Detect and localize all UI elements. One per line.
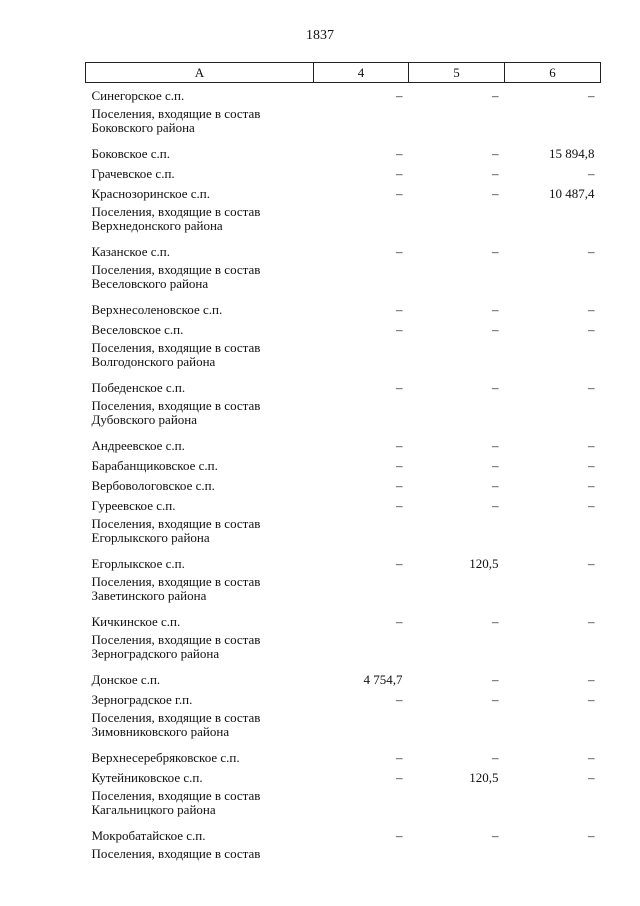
value-c6: 10 487,4 — [549, 186, 595, 201]
value-c5: – — [492, 146, 499, 161]
value-c5: – — [492, 750, 499, 765]
value-c5: – — [492, 244, 499, 259]
table-row — [86, 687, 601, 707]
table-header — [86, 63, 601, 83]
value-c5: 120,5 — [469, 556, 499, 571]
value-c4: – — [396, 692, 403, 707]
value-c6: – — [588, 166, 595, 181]
value-c6: – — [588, 244, 595, 259]
empty-cell — [409, 707, 505, 745]
district-group-label: Поселения, входящие в состав Зерноградского района — [91, 632, 261, 661]
value-c4: – — [396, 478, 403, 493]
value-c4: – — [396, 322, 403, 337]
table-row — [86, 609, 601, 629]
empty-cell — [505, 785, 601, 823]
district-group-row — [86, 571, 601, 609]
settlement-name: Гуреевское с.п. — [91, 498, 176, 513]
value-c4: – — [396, 458, 403, 473]
value-c5: – — [492, 166, 499, 181]
settlement-name: Казанское с.п. — [91, 244, 170, 259]
table-row — [86, 141, 601, 161]
district-group-label: Поселения, входящие в состав Волгодонского района — [91, 340, 261, 369]
empty-cell — [314, 513, 409, 551]
table-row — [86, 375, 601, 395]
budget-table — [85, 62, 601, 881]
value-c6: – — [588, 88, 595, 103]
value-c5: 120,5 — [469, 770, 499, 785]
value-c6: – — [588, 458, 595, 473]
value-c6: – — [588, 478, 595, 493]
value-c5: – — [492, 380, 499, 395]
value-c5: – — [492, 438, 499, 453]
empty-cell — [314, 103, 409, 141]
value-c6: – — [588, 770, 595, 785]
value-c6: – — [588, 302, 595, 317]
column-header-6: 6 — [505, 63, 601, 83]
value-c4: 4 754,7 — [363, 672, 403, 687]
empty-cell — [505, 259, 601, 297]
value-c4: – — [396, 556, 403, 571]
empty-cell — [409, 395, 505, 433]
table-row — [86, 823, 601, 843]
empty-cell — [314, 201, 409, 239]
settlement-name: Грачевское с.п. — [91, 166, 175, 181]
district-group-label: Поселения, входящие в состав Кагальницкого района — [91, 788, 261, 817]
value-c6: – — [588, 750, 595, 765]
empty-cell — [409, 259, 505, 297]
settlement-name: Синегорское с.п. — [91, 88, 185, 103]
table-row — [86, 317, 601, 337]
table-row — [86, 667, 601, 687]
district-group-label: Поселения, входящие в состав Зимовниковского района — [91, 710, 261, 739]
value-c6: – — [588, 322, 595, 337]
district-group-row — [86, 103, 601, 141]
table-row — [86, 433, 601, 453]
district-group-row — [86, 337, 601, 375]
settlement-name: Кичкинское с.п. — [91, 614, 181, 629]
table-row — [86, 83, 601, 104]
table-row — [86, 453, 601, 473]
table-row — [86, 181, 601, 201]
value-c4: – — [396, 166, 403, 181]
value-c4: – — [396, 828, 403, 843]
value-c4: – — [396, 244, 403, 259]
value-c5: – — [492, 672, 499, 687]
settlement-name: Вербовологовское с.п. — [91, 478, 215, 493]
value-c5: – — [492, 498, 499, 513]
value-c4: – — [396, 88, 403, 103]
empty-cell — [314, 843, 409, 881]
empty-cell — [314, 571, 409, 609]
value-c6: – — [588, 380, 595, 395]
value-c5: – — [492, 692, 499, 707]
value-c5: – — [492, 88, 499, 103]
empty-cell — [505, 395, 601, 433]
column-header-a: А — [86, 63, 314, 83]
value-c4: – — [396, 146, 403, 161]
district-group-row — [86, 707, 601, 745]
district-group-label: Поселения, входящие в состав Заветинского района — [91, 574, 261, 603]
value-c6: 15 894,8 — [549, 146, 595, 161]
empty-cell — [409, 201, 505, 239]
value-c4: – — [396, 438, 403, 453]
empty-cell — [505, 629, 601, 667]
empty-cell — [314, 337, 409, 375]
district-group-row — [86, 395, 601, 433]
settlement-name: Победенское с.п. — [91, 380, 186, 395]
empty-cell — [505, 103, 601, 141]
district-group-row — [86, 843, 601, 881]
district-group-label: Поселения, входящие в состав — [91, 846, 261, 861]
empty-cell — [409, 513, 505, 551]
settlement-name: Верхнесеребряковское с.п. — [91, 750, 240, 765]
district-group-row — [86, 513, 601, 551]
settlement-name: Зерноградское г.п. — [91, 692, 193, 707]
page-number: 1837 — [306, 28, 334, 43]
district-group-label: Поселения, входящие в состав Дубовского района — [91, 398, 261, 427]
value-c4: – — [396, 614, 403, 629]
table-row — [86, 161, 601, 181]
district-group-row — [86, 785, 601, 823]
empty-cell — [314, 629, 409, 667]
empty-cell — [505, 513, 601, 551]
empty-cell — [409, 785, 505, 823]
settlement-name: Андреевское с.п. — [91, 438, 185, 453]
district-group-row — [86, 201, 601, 239]
empty-cell — [505, 201, 601, 239]
empty-cell — [409, 103, 505, 141]
settlement-name: Верхнесоленовское с.п. — [91, 302, 223, 317]
settlement-name: Веселовское с.п. — [91, 322, 184, 337]
table-row — [86, 297, 601, 317]
value-c5: – — [492, 458, 499, 473]
column-header-5: 5 — [409, 63, 505, 83]
empty-cell — [314, 395, 409, 433]
value-c5: – — [492, 186, 499, 201]
value-c4: – — [396, 750, 403, 765]
value-c6: – — [588, 692, 595, 707]
empty-cell — [314, 707, 409, 745]
empty-cell — [409, 571, 505, 609]
district-group-label: Поселения, входящие в состав Егорлыкского района — [91, 516, 261, 545]
value-c6: – — [588, 498, 595, 513]
district-group-row — [86, 629, 601, 667]
value-c4: – — [396, 770, 403, 785]
empty-cell — [409, 629, 505, 667]
settlement-name: Мокробатайское с.п. — [91, 828, 206, 843]
empty-cell — [314, 259, 409, 297]
table-row — [86, 765, 601, 785]
value-c5: – — [492, 478, 499, 493]
table-body — [86, 83, 601, 882]
value-c4: – — [396, 380, 403, 395]
value-c5: – — [492, 614, 499, 629]
district-group-row — [86, 259, 601, 297]
table-row — [86, 473, 601, 493]
empty-cell — [505, 707, 601, 745]
value-c4: – — [396, 498, 403, 513]
settlement-name: Кутейниковское с.п. — [91, 770, 203, 785]
value-c5: – — [492, 322, 499, 337]
settlement-name: Краснозоринское с.п. — [91, 186, 210, 201]
value-c5: – — [492, 828, 499, 843]
value-c5: – — [492, 302, 499, 317]
table-row — [86, 551, 601, 571]
empty-cell — [409, 337, 505, 375]
value-c6: – — [588, 828, 595, 843]
settlement-name: Донское с.п. — [91, 672, 161, 687]
district-group-label: Поселения, входящие в состав Боковского района — [91, 106, 261, 135]
empty-cell — [505, 337, 601, 375]
value-c6: – — [588, 556, 595, 571]
value-c6: – — [588, 614, 595, 629]
table-row — [86, 239, 601, 259]
empty-cell — [314, 785, 409, 823]
empty-cell — [505, 571, 601, 609]
settlement-name: Боковское с.п. — [91, 146, 171, 161]
value-c6: – — [588, 438, 595, 453]
settlement-name: Барабанщиковское с.п. — [91, 458, 218, 473]
value-c4: – — [396, 302, 403, 317]
value-c4: – — [396, 186, 403, 201]
district-group-label: Поселения, входящие в состав Веселовского района — [91, 262, 261, 291]
district-group-label: Поселения, входящие в состав Верхнедонского района — [91, 204, 261, 233]
table-row — [86, 493, 601, 513]
empty-cell — [409, 843, 505, 881]
empty-cell — [505, 843, 601, 881]
column-header-4: 4 — [314, 63, 409, 83]
settlement-name: Егорлыкское с.п. — [91, 556, 185, 571]
value-c6: – — [588, 672, 595, 687]
table-row — [86, 745, 601, 765]
